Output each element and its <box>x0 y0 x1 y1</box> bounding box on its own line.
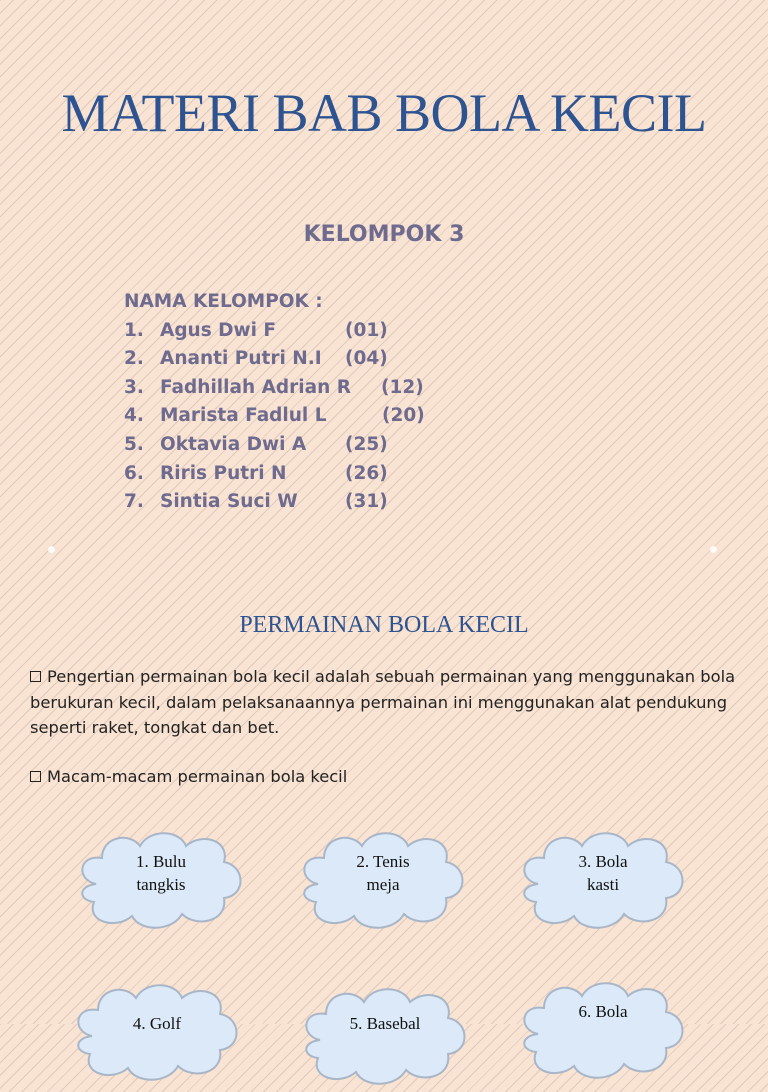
slide-corner-dot <box>710 546 717 553</box>
member-name: Agus Dwi F <box>160 319 277 341</box>
types-heading-text: Macam-macam permainan bola kecil <box>47 767 348 786</box>
cloud-icon <box>518 974 688 1086</box>
member-row <box>124 402 425 431</box>
member-number: 5. <box>124 433 144 455</box>
cloud-shape <box>518 824 688 936</box>
member-number: 3. <box>124 376 144 398</box>
cloud-shape <box>300 980 470 1092</box>
checkbox-bullet-icon <box>30 771 41 782</box>
member-row <box>124 460 388 489</box>
member-row <box>124 317 388 346</box>
cloud-label-line: 4. Golf <box>132 1014 182 1033</box>
member-row <box>124 345 388 374</box>
cloud-shape <box>298 824 468 936</box>
member-list-heading: NAMA KELOMPOK : <box>124 291 323 312</box>
cloud-label-line: tangkis <box>136 875 186 894</box>
cloud-shape <box>72 976 242 1088</box>
cloud-label-line: 5. Basebal <box>349 1014 421 1033</box>
member-code: (01) <box>345 319 388 341</box>
cloud-label-line: 6. Bola <box>578 1002 628 1021</box>
cloud-label-line: 2. Tenis <box>356 852 410 871</box>
member-row <box>124 431 388 460</box>
member-name: Ananti Putri N.I <box>160 348 322 370</box>
slide-2 <box>0 560 768 1033</box>
types-heading <box>30 764 750 790</box>
cloud-icon <box>300 980 470 1092</box>
member-number: 1. <box>124 319 144 341</box>
member-row <box>124 488 388 517</box>
cloud-shape <box>76 824 246 936</box>
member-name: Riris Putri N <box>160 462 287 484</box>
definition-paragraph <box>30 664 750 741</box>
member-code: (25) <box>345 433 388 455</box>
member-code: (20) <box>382 405 425 427</box>
group-subtitle: KELOMPOK 3 <box>303 222 465 247</box>
member-code: (26) <box>345 462 388 484</box>
member-number: 4. <box>124 405 144 427</box>
definition-text: Pengertian permainan bola kecil adalah sebuah permainan yang menggunakan bola berukuran kecil, dalam pelaksanaannya permainan ini menggunakan alat pendukung seperti raket, tongkat dan bet. <box>30 667 736 737</box>
member-list <box>124 288 425 517</box>
member-name: Sintia Suci W <box>160 491 298 513</box>
member-name: Oktavia Dwi A <box>160 433 307 455</box>
member-name: Marista Fadlul L <box>160 405 327 427</box>
member-number: 2. <box>124 348 144 370</box>
member-code: (04) <box>345 348 388 370</box>
slide-corner-dot <box>48 546 55 553</box>
member-row <box>124 374 424 403</box>
slide-title: PERMAINAN BOLA KECIL <box>239 612 529 638</box>
member-code: (12) <box>381 376 424 398</box>
cloud-label-line: kasti <box>586 875 620 894</box>
slide-title: MATERI BAB BOLA KECIL <box>61 83 707 143</box>
cloud-label-line: 3. Bola <box>578 852 628 871</box>
checkbox-bullet-icon <box>30 671 41 682</box>
member-name: Fadhillah Adrian R <box>160 376 351 398</box>
member-number: 6. <box>124 462 144 484</box>
cloud-shape <box>518 974 688 1086</box>
cloud-label-line: meja <box>366 875 400 894</box>
member-code: (31) <box>345 491 388 513</box>
cloud-label-line: 1. Bulu <box>135 852 187 871</box>
member-number: 7. <box>124 491 144 513</box>
